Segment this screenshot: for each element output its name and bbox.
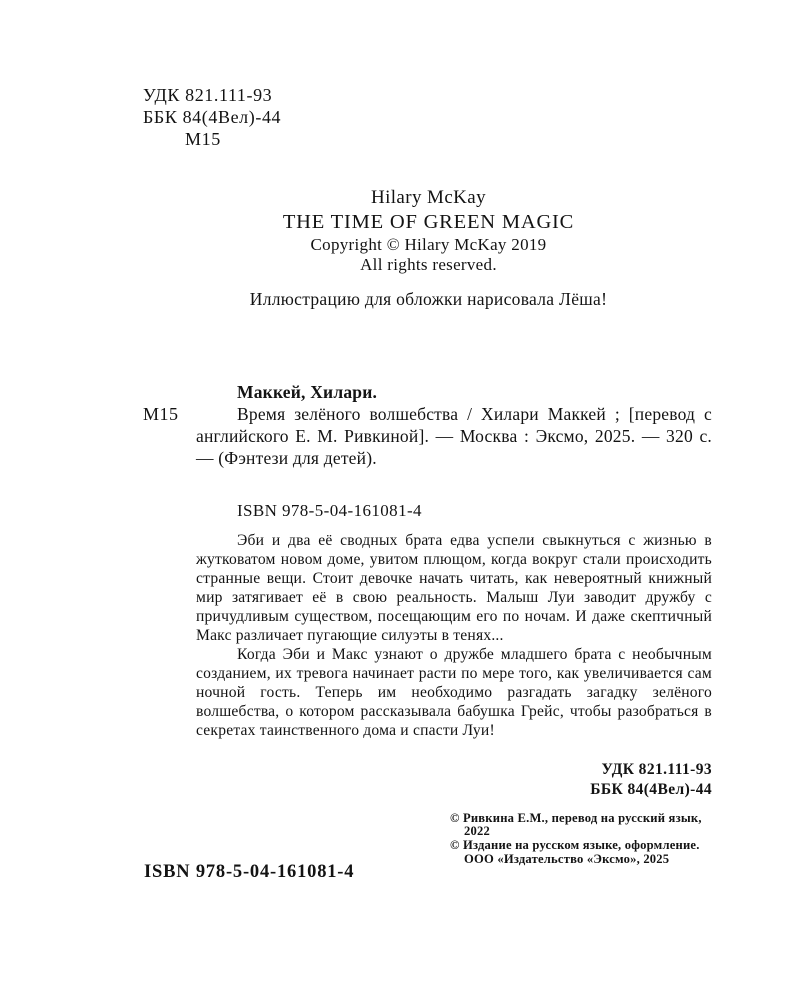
- original-author: Hilary McKay: [370, 187, 487, 208]
- author-sign-code-top: М15: [185, 129, 221, 149]
- catalog-bibliographic-entry: Время зелёного волшебства / Хилари Маккей ; [перевод с английского Е. М. Ривкиной]. — Москва : Эксмо, 2025. — 320 с. — (Фэнтези для детей).: [196, 404, 712, 468]
- annotation-paragraph-1: Эби и два её сводных брата едва успели свыкнуться с жизнью в жутковатом новом доме, увитом плющом, когда вокруг стали происходить странные вещи. Стоит девочке начать читать, как невероятный книжный мир затягивает её в свою реальность. Малыш Луи заводит дружбу с причудливым существом, посещающим его по ночам. И даже скептичный Макс различает пугающие силуэты в тенях...: [196, 532, 712, 644]
- bbk-code-right: ББК 84(4Вел)-44: [590, 781, 712, 798]
- top-classification-codes: [143, 84, 281, 150]
- isbn-bottom: ISBN 978-5-04-161081-4: [144, 862, 355, 882]
- catalog-author-heading: Маккей, Хилари.: [237, 382, 378, 402]
- copyright-notices: [450, 812, 714, 867]
- original-title: THE TIME OF GREEN MAGIC: [282, 211, 575, 233]
- right-classification-codes: [400, 760, 712, 800]
- original-edition-block: [145, 186, 712, 275]
- bbk-code-top: ББК 84(4Вел)-44: [143, 107, 282, 127]
- catalog-card: [143, 381, 712, 469]
- copyright-publisher: © Издание на русском языке, оформление. ООО «Издательство «Эксмо», 2025: [450, 838, 700, 866]
- annotation-block: [196, 531, 712, 740]
- udk-code-right: УДК 821.111-93: [601, 761, 712, 778]
- original-rights-line: All rights reserved.: [360, 255, 497, 274]
- udk-code-top: УДК 821.111-93: [143, 85, 273, 105]
- copyright-translation: © Ривкина Е.М., перевод на русский язык, 2022: [450, 811, 702, 839]
- author-sign-code-margin: М15: [143, 404, 179, 424]
- isbn-catalog: ISBN 978-5-04-161081-4: [237, 501, 422, 520]
- illustration-credit: Иллюстрацию для обложки нарисовала Лёша!: [249, 289, 608, 309]
- original-copyright-line: Copyright © Hilary McKay 2019: [310, 235, 547, 254]
- annotation-paragraph-2: Когда Эби и Макс узнают о дружбе младшего брата с необычным созданием, их тревога начинает расти по мере того, как увеличивается сам ночной гость. Теперь им необходимо разгадать загадку зелёного волшебства, о котором рассказывала бабушка Грейс, чтобы разобраться в секретах таинственного дома и спасти Луи!: [196, 646, 712, 739]
